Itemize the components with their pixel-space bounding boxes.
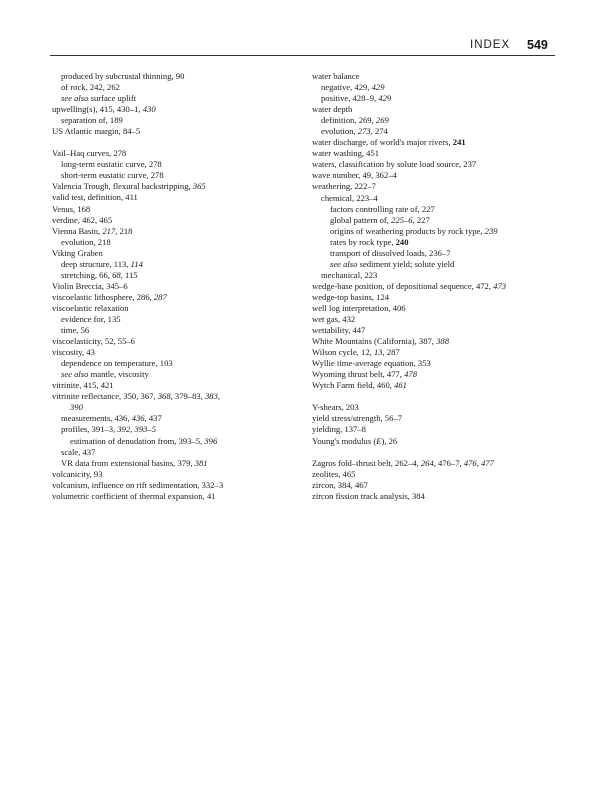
entry-text: see also (61, 93, 89, 104)
entry-text: Violin Breccia, 345–6 (52, 280, 128, 291)
entry-text: estimation of denudation from, 393–5, (70, 435, 205, 446)
entry-text: 287 (153, 291, 167, 302)
index-subentry (312, 226, 562, 237)
index-subentry (52, 447, 302, 458)
entry-text: rates by rock type, (330, 236, 396, 247)
entry-text: 68 (112, 269, 121, 280)
index-entry (312, 369, 562, 380)
index-subentry (312, 126, 562, 137)
entry-text: wave number, 49, 362–4 (312, 170, 397, 181)
index-entry (52, 104, 302, 115)
entry-text: wedge-base position, of depositional sequence, 472, (312, 280, 494, 291)
index-subentry (312, 82, 562, 93)
page-number: 549 (527, 38, 548, 52)
entry-text: transport of dissolved loads, 236–7 (330, 247, 451, 258)
entry-text: dependence on temperature, 103 (61, 358, 173, 369)
entry-text: profiles, 391–3, (61, 424, 118, 435)
entry-text: chemical, 223–4 (321, 192, 378, 203)
entry-text: 264 (420, 457, 434, 468)
index-entry (312, 458, 562, 469)
entry-text: 365 (192, 181, 206, 192)
entry-text: Wytch Farm field, 460, (312, 380, 395, 391)
index-entry (312, 380, 562, 391)
index-entry (52, 281, 302, 292)
entry-text: zircon, 384, 467 (312, 479, 368, 490)
entry-text: , (130, 424, 135, 435)
entry-text: 273 (357, 126, 371, 137)
entry-text: 430 (142, 104, 156, 115)
index-entry (52, 336, 302, 347)
entry-text: scale, 437 (61, 446, 96, 457)
entry-text: sediment yield; solute yield (357, 258, 455, 269)
entry-text: Wilson cycle, 12, (312, 347, 374, 358)
entry-text: long-term eustatic curve, 278 (61, 159, 162, 170)
index-entry (52, 491, 302, 502)
entry-text: separation of, 189 (61, 115, 123, 126)
index-entry (52, 226, 302, 237)
entry-text: volcanicity, 93 (52, 468, 103, 479)
entry-text: surface uplift (88, 93, 137, 104)
entry-text: Young's modulus ( (312, 435, 377, 446)
index-entry (312, 336, 562, 347)
index-subentry (52, 159, 302, 170)
index-column-right (312, 71, 562, 502)
index-subentry (312, 93, 562, 104)
page-header (0, 0, 599, 60)
entry-text: 436 (131, 413, 145, 424)
index-entry (312, 424, 562, 435)
entry-text: 478 (404, 369, 417, 380)
entry-text: Vienna Basin, (52, 225, 103, 236)
entry-text: measurements, 436, (61, 413, 132, 424)
entry-text: 239 (484, 225, 498, 236)
entry-text: water depth (312, 104, 353, 115)
index-subentry (312, 237, 562, 248)
entry-text: valid test, definition, 411 (52, 192, 138, 203)
index-entry (312, 181, 562, 192)
entry-text: VR data from extensional basins, 379, (61, 457, 195, 468)
entry-text: , (217, 391, 221, 402)
index-entry (312, 402, 562, 413)
entry-text: 392 (117, 424, 131, 435)
index-subentry (312, 115, 562, 126)
entry-text: upwelling(s), 415, 430–1, (52, 104, 143, 115)
entry-text: vitrinite, 415, 421 (52, 380, 114, 391)
index-entry (312, 480, 562, 491)
index-entry (312, 104, 562, 115)
entry-text: stretching, 66, (61, 269, 113, 280)
index-entry (312, 303, 562, 314)
index-subentry (52, 436, 302, 447)
index-subentry (312, 259, 562, 270)
index-subentry (52, 237, 302, 248)
entry-text: positive, 428–9, (321, 93, 379, 104)
entry-text: , 115 (120, 269, 138, 280)
index-entry (52, 192, 302, 203)
entry-text: 240 (395, 236, 409, 247)
entry-text: 473 (493, 280, 507, 291)
index-subentry (52, 270, 302, 281)
index-entry (52, 215, 302, 226)
index-entry (312, 325, 562, 336)
entry-text: 381 (194, 457, 208, 468)
index-entry (312, 170, 562, 181)
entry-text: 217 (102, 225, 116, 236)
entry-text: volumetric coefficient of thermal expansion, 41 (52, 490, 216, 501)
entry-text: mechanical, 223 (321, 269, 378, 280)
index-subentry (52, 325, 302, 336)
index-subentry (312, 204, 562, 215)
entry-text: US Atlantic margin, 84–5 (52, 126, 141, 137)
index-entry (52, 126, 302, 137)
entry-text: , (476, 457, 481, 468)
entry-text: 383 (204, 391, 218, 402)
index-subentry (52, 259, 302, 270)
entry-text: Y-shears, 203 (312, 402, 359, 413)
index-entry (312, 148, 562, 159)
index-subentry (52, 424, 302, 435)
index-entry (52, 380, 302, 391)
entry-text: Valencia Trough, flexural backstripping, (52, 181, 193, 192)
index-entry (312, 413, 562, 424)
index-subentry (52, 115, 302, 126)
running-head-title: INDEX (470, 39, 511, 51)
index-subentry (52, 170, 302, 181)
index-entry (312, 347, 562, 358)
index-entry (52, 248, 302, 259)
entry-text: , 218 (115, 225, 133, 236)
entry-group-gap (312, 391, 562, 402)
entry-text: origins of weathering products by rock type, (330, 225, 485, 236)
entry-group-gap (52, 137, 302, 148)
entry-text: 429 (371, 82, 385, 93)
header-rule (50, 55, 555, 56)
entry-text: 241 (452, 137, 466, 148)
index-entry (312, 159, 562, 170)
index-subentry (52, 369, 302, 380)
index-subentry (312, 248, 562, 259)
entry-text: yield stress/strength, 56–7 (312, 413, 402, 424)
index-subentry (312, 193, 562, 204)
entry-text: evolution, (321, 126, 358, 137)
index-subentry (52, 413, 302, 424)
entry-text: 388 (436, 336, 449, 347)
entry-text: 269 (375, 115, 389, 126)
index-entry (52, 292, 302, 303)
index-entry (52, 148, 302, 159)
entry-text: , 437 (144, 413, 162, 424)
entry-text: ), 26 (381, 435, 398, 446)
entry-text: water discharge, of world's major rivers, (312, 137, 453, 148)
index-entry (312, 137, 562, 148)
entry-text: evolution, 218 (61, 236, 111, 247)
entry-text: E (376, 435, 382, 446)
index-entry (52, 204, 302, 215)
index-subentry (52, 82, 302, 93)
index-entry (52, 469, 302, 480)
entry-text: zircon fission track analysis, 384 (312, 490, 425, 501)
index-entry (312, 469, 562, 480)
index-entry (312, 358, 562, 369)
entry-text: zeolites, 465 (312, 468, 356, 479)
entry-text: viscosity, 43 (52, 347, 95, 358)
entry-text: 13 (373, 347, 383, 358)
entry-text: verdine, 462, 465 (52, 214, 113, 225)
index-subentry (52, 314, 302, 325)
entry-text: time, 56 (61, 325, 90, 336)
entry-text: weathering, 222–7 (312, 181, 376, 192)
index-subentry (52, 93, 302, 104)
entry-text: viscoelastic lithosphere, 286, (52, 291, 154, 302)
entry-text: 476 (463, 457, 477, 468)
entry-text: see also (61, 369, 89, 380)
index-column-left (52, 71, 302, 502)
entry-text: definition, 269, (321, 115, 376, 126)
entry-text: factors controlling rate of, 227 (330, 203, 435, 214)
entry-text: 393–5 (134, 424, 157, 435)
entry-text: mantle, viscosity (88, 369, 149, 380)
entry-text: negative, 429, (321, 82, 372, 93)
index-entry (52, 303, 302, 314)
entry-text: Wyllie time-average equation, 353 (312, 358, 431, 369)
entry-text: 477 (481, 457, 494, 468)
index-entry (312, 314, 562, 325)
entry-text: , 227 (412, 214, 430, 225)
entry-text: Venus, 168 (52, 203, 91, 214)
entry-text: yielding, 137–8 (312, 424, 366, 435)
index-subentry (312, 215, 562, 226)
entry-text: 461 (394, 380, 407, 391)
entry-text: wettability, 447 (312, 325, 366, 336)
entry-text: , 379–83, (170, 391, 205, 402)
entry-text: short-term eustatic curve, 278 (61, 170, 164, 181)
entry-text: of rock, 242, 262 (61, 82, 120, 93)
entry-text: Zagros fold–thrust belt, 262–4, (312, 457, 421, 468)
entry-text: deep structure, 113, (61, 258, 131, 269)
entry-text: viscoelastic relaxation (52, 302, 129, 313)
index-entry (312, 281, 562, 292)
index-entry (312, 491, 562, 502)
entry-text: wedge-top basins, 124 (312, 291, 390, 302)
entry-text: 114 (130, 258, 143, 269)
entry-text: 429 (378, 93, 392, 104)
entry-text: volcanism, influence on rift sedimentation, 332–3 (52, 479, 224, 490)
index-entry (52, 181, 302, 192)
entry-text: water balance (312, 71, 360, 81)
entry-group-gap (312, 447, 562, 458)
entry-text: water washing, 451 (312, 148, 380, 159)
entry-text: 396 (204, 435, 218, 446)
entry-text: Wyoming thrust belt, 477, (312, 369, 405, 380)
entry-text: global pattern of, (330, 214, 392, 225)
index-subentry (52, 71, 302, 82)
entry-text: viscoelasticity, 52, 55–6 (52, 336, 135, 347)
entry-text: waters, classification by solute load source, 237 (312, 159, 477, 170)
index-entry (312, 71, 562, 82)
index-entry (52, 480, 302, 491)
index-entry (52, 391, 302, 402)
entry-text: wet gas, 432 (312, 314, 356, 325)
entry-text: Vail–Haq curves, 278 (52, 148, 127, 159)
index-subentry (312, 270, 562, 281)
entry-text: produced by subcrustal thinning, 90 (61, 71, 185, 81)
entry-text: , 476–7, (433, 457, 464, 468)
entry-text: evidence for, 135 (61, 313, 121, 324)
entry-text: see also (330, 258, 358, 269)
index-subentry (52, 402, 302, 413)
entry-text: White Mountains (California), 387, (312, 336, 437, 347)
index-entry (312, 292, 562, 303)
entry-text: 368 (157, 391, 171, 402)
index-entry (312, 436, 562, 447)
entry-text: , 274 (370, 126, 388, 137)
entry-text: 225–6 (391, 214, 413, 225)
entry-text: well log interpretation, 406 (312, 302, 406, 313)
entry-text: , 287 (382, 347, 400, 358)
entry-text: 390 (70, 402, 83, 413)
entry-text: vitrinite reflectance, 350, 367, (52, 391, 158, 402)
index-subentry (52, 358, 302, 369)
index-entry (52, 347, 302, 358)
index-subentry (52, 458, 302, 469)
entry-text: Viking Graben (52, 247, 103, 258)
